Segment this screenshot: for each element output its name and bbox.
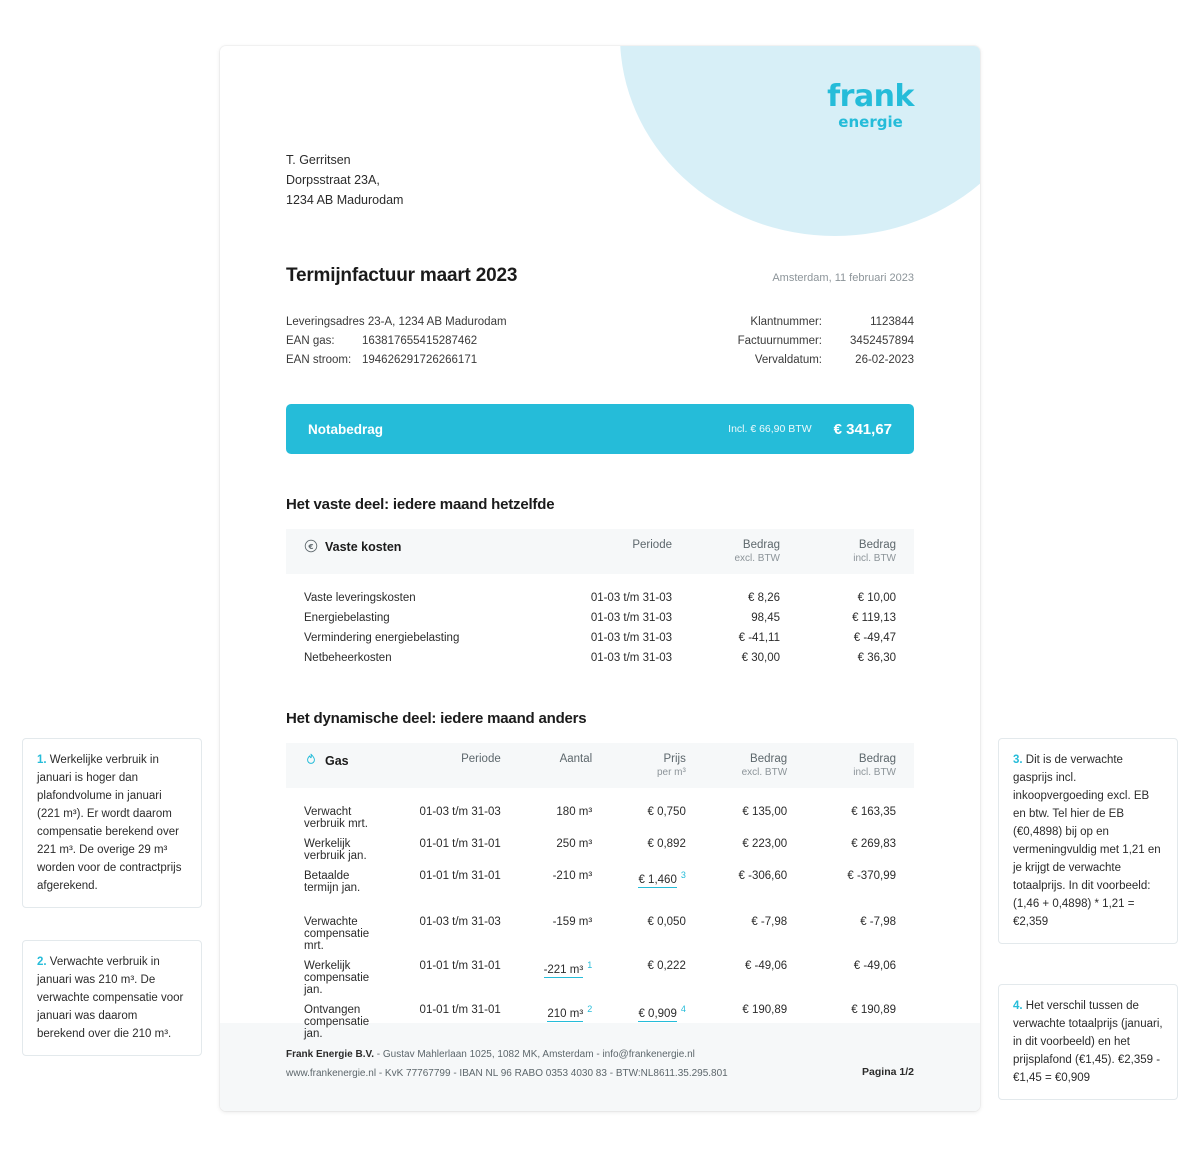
table-row	[286, 866, 914, 898]
brand-logo	[827, 79, 914, 131]
callout-2-number: 2.	[37, 956, 47, 968]
row-period: 01-01 t/m 31-01	[419, 1004, 501, 1016]
row-incl: € 10,00	[857, 592, 896, 604]
footnote-marker: 1	[587, 960, 593, 970]
brand-name: frank	[827, 79, 914, 114]
callout-3-number: 3.	[1013, 754, 1023, 766]
row-excl: 98,45	[751, 612, 780, 624]
annotation-callout-3	[998, 738, 1178, 944]
invoice-number-label: Factuurnummer:	[737, 335, 822, 347]
fixed-costs-table	[286, 529, 914, 668]
row-prijs-value: € 1,460	[638, 873, 677, 886]
callout-4-text: Het verschil tussen de verwachte totaalprijs (januari, in dit voorbeeld) en het prijsplafond (€1,45). €2,359 - €1,45 = €0,909	[1013, 1000, 1163, 1084]
brand-tagline: energie	[838, 113, 903, 131]
callout-3-text: Dit is de verwachte gasprijs incl. inkoopvergoeding excl. EB en btw. Tel hier de EB (€0,4898) bij op en vermeningvuldig met 1,21 en je krijgt de verwachte totaalprijs. In dit voorbeeld: (1,46 + 0,4898) * 1,21 = €2,359	[1013, 754, 1161, 928]
invoice-number-value: 3452457894	[850, 335, 914, 347]
table-row	[286, 1000, 914, 1044]
row-incl: € 269,83	[851, 838, 896, 850]
fixed-col-period: Periode	[534, 529, 680, 574]
row-incl: € -49,06	[853, 960, 896, 972]
row-excl: € -41,11	[738, 632, 780, 644]
row-prijs	[600, 956, 694, 1000]
dynamic-section-heading: Het dynamische deel: iedere maand anders	[286, 710, 587, 727]
row-prijs	[600, 1000, 694, 1044]
row-incl: € -49,47	[853, 632, 896, 644]
place-date: Amsterdam, 11 februari 2023	[772, 272, 914, 284]
annotation-callout-2	[22, 940, 202, 1056]
row-name: Werkelijk compensatie jan.	[304, 960, 370, 996]
meta-row	[712, 332, 914, 351]
row-prijs	[600, 834, 694, 866]
fixed-col-excl-l1: Bedrag	[742, 539, 780, 551]
fixed-col-incl-l1: Bedrag	[858, 539, 896, 551]
title-row	[286, 265, 914, 287]
footer-company-rest: - Gustav Mahlerlaan 1025, 1082 MK, Amsterdam - info@frankenergie.nl	[374, 1049, 695, 1060]
table-row	[286, 608, 914, 628]
row-prijs-value: € 0,909	[638, 1007, 677, 1020]
row-name: Energiebelasting	[304, 612, 390, 624]
gas-col-excl-l1: Bedrag	[750, 753, 788, 765]
row-name: Betaalde termijn jan.	[304, 870, 361, 894]
gas-col-incl-l1: Bedrag	[858, 753, 896, 765]
gas-col-excl-l2: excl. BTW	[741, 767, 788, 778]
row-name: Werkelijk verbruik jan.	[304, 838, 367, 862]
invoice-meta	[286, 313, 914, 370]
callout-1-text: Werkelijke verbruik in januari is hoger dan plafondvolume in januari (221 m³). Er wordt daarom compensatie berekend over 221 m³. De overige 29 m³ worden voor de contractprijs afgerekend.	[37, 754, 182, 892]
row-incl: € -370,99	[847, 870, 896, 882]
total-amount-bar	[286, 404, 914, 454]
fixed-section-heading: Het vaste deel: iedere maand hetzelfde	[286, 496, 555, 513]
fixed-table-title-text: Vaste kosten	[325, 540, 402, 554]
row-aantal	[509, 834, 600, 866]
row-prijs	[600, 912, 694, 956]
table-row	[286, 788, 914, 834]
footnote-marker: 3	[680, 870, 686, 880]
row-prijs	[600, 866, 694, 898]
fixed-col-excl-l2: excl. BTW	[734, 553, 780, 564]
row-period: 01-03 t/m 31-03	[419, 916, 501, 928]
ean-stroom-label: EAN stroom:	[286, 354, 352, 366]
row-excl: € 190,89	[742, 1004, 788, 1016]
invoice-document	[220, 46, 980, 1111]
gas-col-excl	[694, 743, 795, 788]
meta-right-column	[712, 313, 914, 370]
row-name: Ontvangen compensatie jan.	[304, 1004, 370, 1040]
callout-4-number: 4.	[1013, 1000, 1023, 1012]
customer-number-label: Klantnummer:	[750, 316, 822, 328]
row-period: 01-03 t/m 31-03	[590, 652, 672, 664]
table-row	[286, 574, 914, 608]
page-number: Pagina 1/2	[862, 1066, 914, 1078]
meta-left-column	[286, 313, 507, 370]
annotation-callout-4	[998, 984, 1178, 1100]
fixed-col-incl-l2: incl. BTW	[853, 553, 896, 564]
table-header-row	[286, 529, 914, 574]
table-header-row	[286, 743, 914, 788]
euro-icon	[304, 539, 318, 553]
row-excl: € -49,06	[744, 960, 788, 972]
row-prijs-value: € 0,892	[647, 838, 686, 850]
total-label: Notabedrag	[308, 421, 384, 437]
row-aantal-value: 210 m³	[547, 1007, 584, 1020]
row-incl: € 163,35	[851, 806, 896, 818]
row-aantal	[509, 866, 600, 898]
gas-table	[286, 743, 914, 1044]
row-aantal-value: 180 m³	[556, 806, 593, 818]
row-name: Vaste leveringskosten	[304, 592, 416, 604]
ean-gas-label: EAN gas:	[286, 335, 335, 347]
row-aantal	[509, 1000, 600, 1044]
row-period: 01-01 t/m 31-01	[419, 960, 501, 972]
row-excl: € -7,98	[751, 916, 788, 928]
gas-flame-icon	[304, 753, 318, 767]
meta-row	[286, 313, 507, 332]
table-row	[286, 834, 914, 866]
recipient-city: 1234 AB Madurodam	[286, 193, 404, 207]
fixed-col-incl	[788, 529, 914, 574]
row-period: 01-03 t/m 31-03	[419, 806, 501, 818]
svg-text:€: €	[308, 541, 314, 551]
gas-col-prijs-l2: per m³	[656, 767, 686, 778]
customer-number-value: 1123844	[870, 316, 914, 328]
total-amount: € 341,67	[833, 420, 892, 438]
table-row	[286, 648, 914, 668]
row-prijs-value: € 0,050	[647, 916, 686, 928]
page-title: Termijnfactuur maart 2023	[286, 265, 518, 286]
row-excl: € -306,60	[738, 870, 788, 882]
row-name: Verwacht verbruik mrt.	[304, 806, 368, 830]
row-prijs-value: € 0,222	[647, 960, 686, 972]
row-period: 01-01 t/m 31-01	[419, 838, 501, 850]
row-aantal-value: -221 m³	[543, 963, 584, 976]
meta-row	[286, 351, 507, 370]
row-incl: € 190,89	[851, 1004, 896, 1016]
gas-col-prijs	[600, 743, 694, 788]
gas-col-prijs-l1: Prijs	[663, 753, 686, 765]
due-date-value: 26-02-2023	[855, 354, 914, 366]
recipient-address	[286, 46, 914, 210]
row-excl: € 135,00	[742, 806, 788, 818]
row-prijs	[600, 788, 694, 834]
row-incl: € 36,30	[857, 652, 896, 664]
fixed-col-excl	[680, 529, 788, 574]
row-aantal	[509, 912, 600, 956]
row-name: Verwachte compensatie mrt.	[304, 916, 370, 952]
gas-table-title-text: Gas	[325, 754, 349, 768]
fixed-table-title	[286, 529, 534, 574]
row-excl: € 8,26	[748, 592, 780, 604]
supply-address: Leveringsadres 23-A, 1234 AB Madurodam	[286, 316, 507, 328]
gas-col-incl-l2: incl. BTW	[853, 767, 896, 778]
row-aantal-value: -210 m³	[552, 870, 593, 882]
row-aantal	[509, 788, 600, 834]
recipient-name: T. Gerritsen	[286, 153, 351, 167]
row-name: Vermindering energiebelasting	[304, 632, 460, 644]
table-spacer	[286, 898, 914, 912]
gas-col-incl	[795, 743, 914, 788]
row-period: 01-03 t/m 31-03	[590, 612, 672, 624]
callout-2-text: Verwachte verbruik in januari was 210 m³. De verwachte compensatie voor januari was daarom berekend over die 210 m³.	[37, 956, 184, 1040]
gas-col-period: Periode	[377, 743, 509, 788]
meta-row	[712, 351, 914, 370]
footer-line-1	[286, 1045, 914, 1064]
footer-line-2: www.frankenergie.nl - KvK 77767799 - IBAN NL 96 RABO 0353 4030 83 - BTW:NL8611.35.295.801	[286, 1068, 728, 1079]
annotation-callout-1	[22, 738, 202, 908]
footer-company: Frank Energie B.V.	[286, 1049, 374, 1060]
row-incl: € 119,13	[852, 612, 896, 624]
row-aantal	[509, 956, 600, 1000]
ean-stroom-value: 194626291726266171	[362, 354, 478, 366]
table-row	[286, 912, 914, 956]
row-name: Netbeheerkosten	[304, 652, 392, 664]
gas-table-title	[286, 743, 377, 788]
row-incl: € -7,98	[860, 916, 896, 928]
row-excl: € 30,00	[741, 652, 780, 664]
row-prijs-value: € 0,750	[647, 806, 686, 818]
table-row	[286, 628, 914, 648]
gas-col-aantal: Aantal	[509, 743, 600, 788]
row-period: 01-03 t/m 31-03	[590, 632, 672, 644]
callout-1-number: 1.	[37, 754, 47, 766]
recipient-street: Dorpsstraat 23A,	[286, 173, 380, 187]
total-vat-note: Incl. € 66,90 BTW	[728, 423, 812, 435]
row-aantal-value: -159 m³	[552, 916, 593, 928]
row-aantal-value: 250 m³	[556, 838, 593, 850]
row-period: 01-01 t/m 31-01	[419, 870, 501, 882]
ean-gas-value: 163817655415287462	[362, 335, 478, 347]
meta-row	[712, 313, 914, 332]
row-period: 01-03 t/m 31-03	[590, 592, 672, 604]
footnote-marker: 4	[680, 1004, 686, 1014]
table-row	[286, 956, 914, 1000]
row-excl: € 223,00	[742, 838, 788, 850]
footnote-marker: 2	[587, 1004, 593, 1014]
due-date-label: Vervaldatum:	[754, 354, 822, 366]
meta-row	[286, 332, 507, 351]
